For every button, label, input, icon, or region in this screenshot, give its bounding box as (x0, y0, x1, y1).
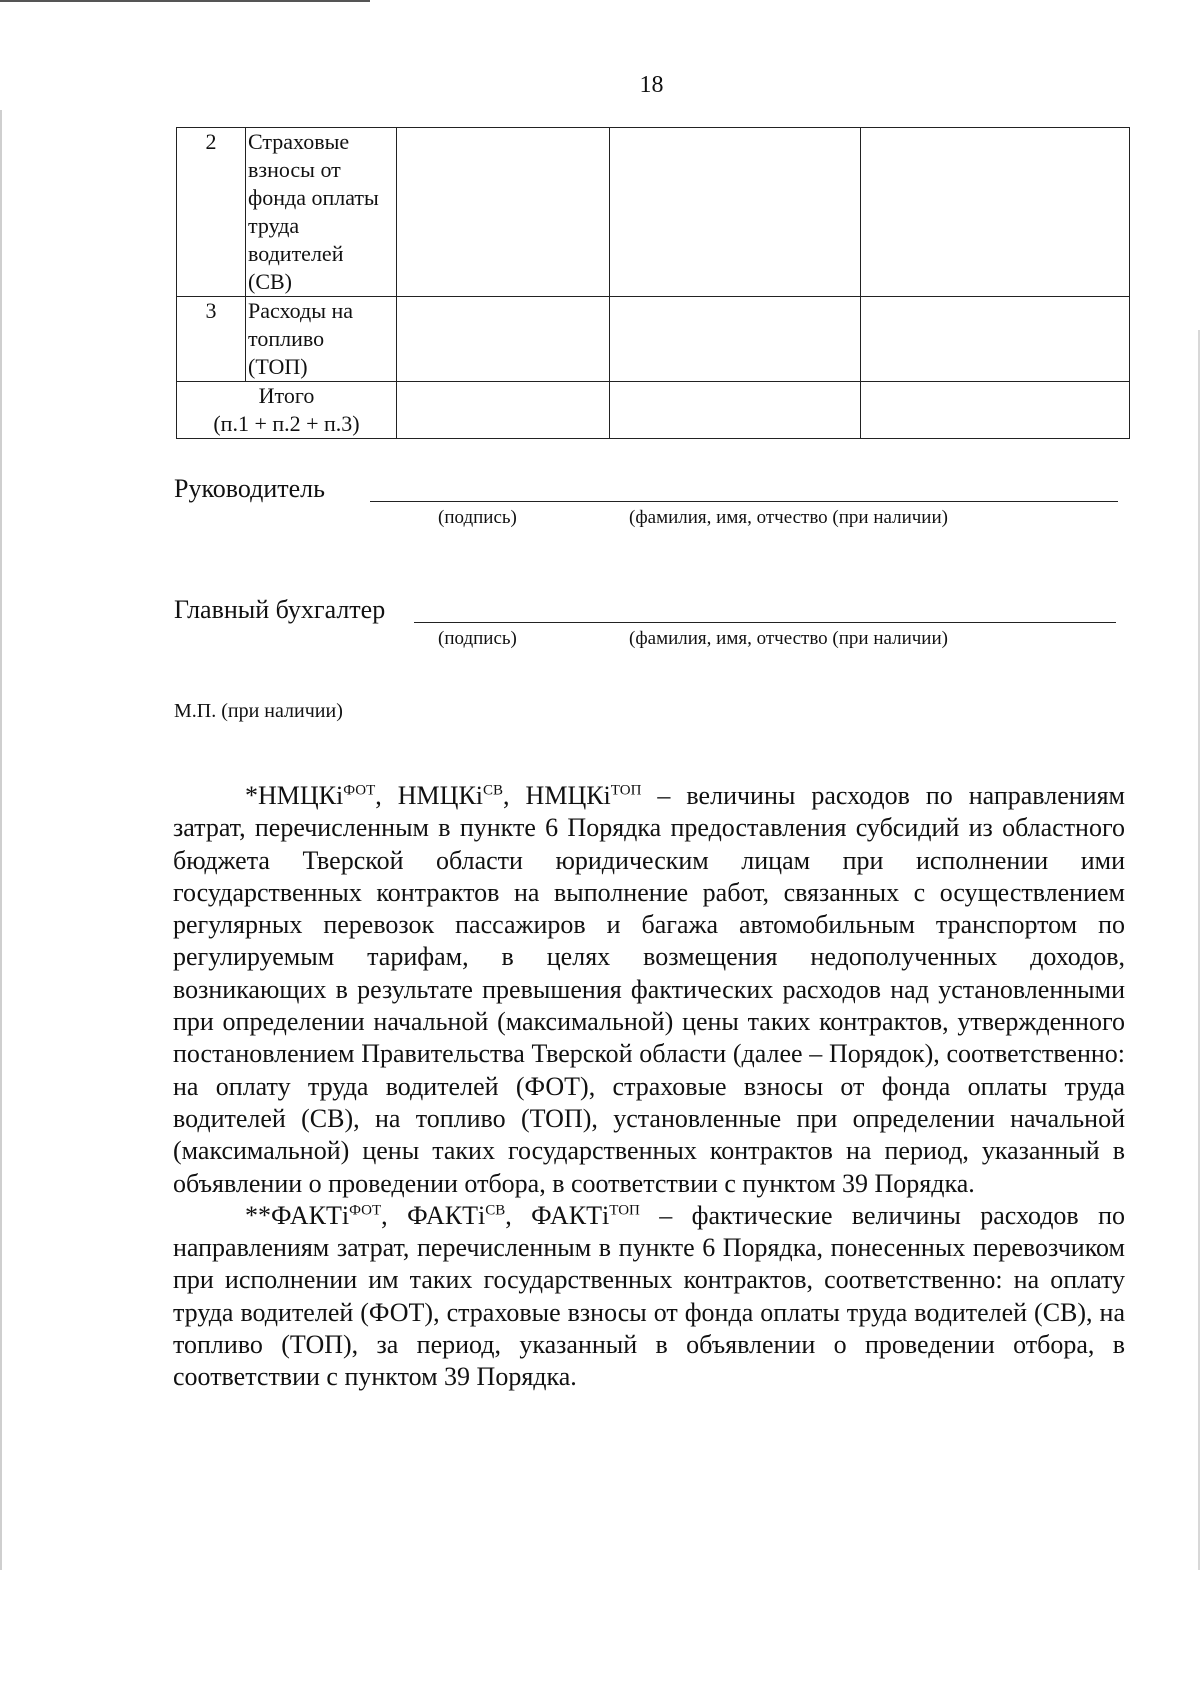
term: НМЦКi (258, 781, 344, 810)
accountant-signature (174, 595, 1124, 655)
empty-cell (397, 297, 610, 382)
empty-cell (610, 382, 861, 439)
term: ФАКТi (531, 1200, 610, 1230)
accountant-sign-caption: (подпись) (438, 628, 517, 649)
accountant-role: Главный бухгалтер (174, 595, 386, 624)
row-name-line: топливо (248, 326, 325, 351)
row-name-line: Страховые (248, 129, 350, 154)
accountant-signature-line (414, 622, 1116, 623)
term-superscript: ФОТ (349, 1202, 382, 1219)
separator: , (503, 781, 526, 810)
term: НМЦКi (397, 781, 484, 810)
row-name (246, 128, 397, 297)
empty-cell (610, 297, 861, 382)
footnote-text: – величины расходов по направлениям затрат, перечисленным в пункте 6 Порядка предоставления субсидий из областного бюджета Тверской области юридическим лицам при исполнении ими государственных контрактов на выполнение работ, связанных с осуществлением регулярных перевозок пассажиров и багажа автомобильным транспортом по регулируемым тарифам, в целях возмещения недополученных доходов, возникающих в результате превышения фактических расходов над установленными при определении начальной (максимальной) цены таких контрактов, утвержденного постановлением Правительства Тверской области (далее – Порядок), соответственно: на оплату труда водителей (ФОТ), страховые взносы от фонда оплаты труда водителей (СВ), на топливо (ТОП), установленные при определении начальной (максимальной) цены таких государственных контрактов на период, указанный в объявлении о проведении отбора, в соответствии с пунктом 39 Порядка. (173, 781, 1126, 1198)
empty-cell (861, 382, 1130, 439)
row-name (246, 297, 397, 382)
total-cell (177, 382, 397, 439)
empty-cell (861, 297, 1130, 382)
head-signature-line (370, 501, 1118, 502)
footnote-marker: * (245, 781, 258, 810)
row-number: 2 (177, 128, 246, 297)
term-superscript: ТОП (610, 782, 642, 799)
empty-cell (610, 128, 861, 297)
footnote-nmck (173, 780, 1125, 1200)
row-number: 3 (177, 297, 246, 382)
row-name-line: (ТОП) (248, 354, 308, 379)
row-name-line: (СВ) (248, 269, 292, 294)
stamp-place: М.П. (при наличии) (174, 700, 343, 722)
total-formula: (п.1 + п.2 + п.3) (213, 411, 360, 436)
row-name-line: фонда оплаты (248, 185, 379, 210)
head-sign-caption: (подпись) (438, 507, 517, 528)
table-row (177, 297, 1130, 382)
footnote-text: – фактические величины расходов по направлениям затрат, перечисленным в пункте 6 Порядка, понесенных перевозчиком при исполнении им таких государственных контрактов, соответственно: на оплату труда водителей (ФОТ), страховые взносы от фонда оплаты труда водителей (СВ), на топливо (ТОП), за период, указанный в объявлении о проведении отбора, в соответствии с пунктом 39 Порядка. (173, 1200, 1126, 1392)
empty-cell (861, 128, 1130, 297)
table-row (177, 128, 1130, 297)
term-superscript: СВ (483, 782, 504, 799)
term: ФАКТi (407, 1200, 486, 1230)
empty-cell (397, 382, 610, 439)
separator: , (505, 1200, 532, 1230)
accountant-name-caption: (фамилия, имя, отчество (при наличии) (629, 628, 948, 649)
head-name-caption: (фамилия, имя, отчество (при наличии) (629, 507, 948, 528)
term: ФАКТi (271, 1200, 350, 1230)
row-name-line: водителей (248, 241, 344, 266)
footnotes (173, 780, 1125, 1394)
footnote-marker: ** (245, 1200, 271, 1230)
separator: , (375, 781, 398, 810)
empty-cell (397, 128, 610, 297)
total-label: Итого (258, 383, 315, 408)
page-number: 18 (639, 72, 664, 98)
term-superscript: ТОП (609, 1202, 640, 1219)
separator: , (381, 1200, 408, 1230)
term-superscript: СВ (485, 1202, 506, 1219)
scan-left-edge (0, 110, 2, 1570)
term-superscript: ФОТ (343, 782, 376, 799)
row-name-line: Расходы на (248, 298, 354, 323)
head-signature (174, 474, 1124, 534)
term: НМЦКi (525, 781, 611, 810)
row-name-line: труда (248, 213, 300, 238)
row-name-line: взносы от (248, 157, 341, 182)
scan-top-edge (0, 0, 370, 2)
table-total-row (177, 382, 1130, 439)
footnote-fakt (173, 1200, 1125, 1394)
cost-table (176, 127, 1130, 439)
head-role: Руководитель (174, 474, 325, 503)
